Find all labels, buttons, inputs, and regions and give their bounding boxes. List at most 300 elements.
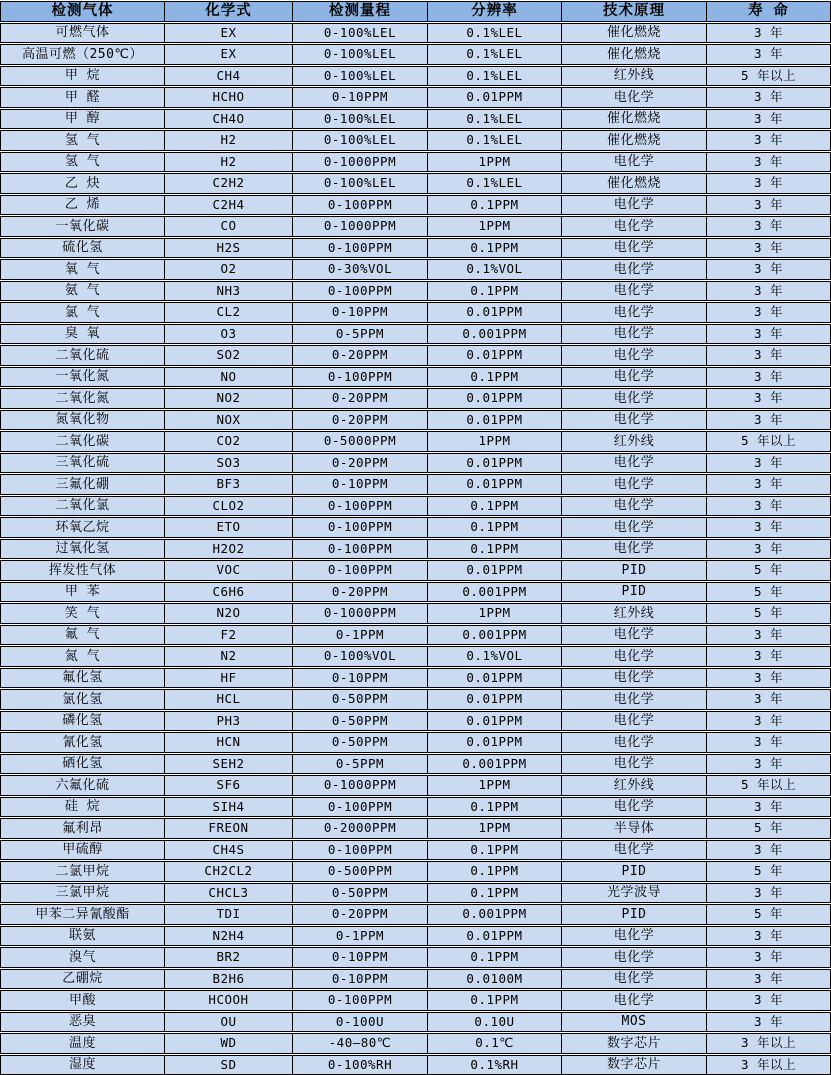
cell-detection-range: 0-2000PPM [293,819,428,838]
cell-technology: 电化学 [562,260,707,279]
table-row [0,474,831,495]
cell-gas-name: 温度 [1,1034,165,1053]
cell-detection-range: 0-100PPM [293,239,428,258]
cell-lifespan: 3 年 [753,540,784,556]
cell-resolution: 0.1PPM [428,991,562,1010]
table-row [0,152,831,173]
cell-lifespan: 3 年 [753,89,784,104]
cell-detection-range: 0-5000PPM [293,432,428,451]
cell-technology: 电化学 [562,411,707,430]
cell-lifespan: 3 年 [753,368,784,384]
cell-chemical-formula: NOX [165,411,293,430]
cell-chemical-formula: CH2CL2 [165,862,293,881]
cell-detection-range: 0-10PPM [293,669,428,688]
cell-gas-name: 二氧化氮 [1,389,165,408]
cell-chemical-formula: SF6 [165,776,293,795]
cell-gas-name: 环氧乙烷 [1,518,165,537]
cell-resolution: 1PPM [428,217,562,236]
cell-lifespan: 3 年 [753,712,784,728]
cell-resolution: 0.01PPM [428,411,562,430]
table-row [0,173,831,194]
cell-resolution: 0.01PPM [428,88,562,107]
cell-chemical-formula: CH4O [165,110,293,129]
cell-chemical-formula: TDI [165,905,293,924]
cell-chemical-formula: CH4S [165,841,293,860]
cell-gas-name: 磷化氢 [1,712,165,731]
cell-chemical-formula: H2O2 [165,540,293,559]
cell-lifespan: 3 年 [753,992,784,1007]
cell-resolution: 0.001PPM [428,626,562,645]
cell-technology: 电化学 [562,755,707,774]
cell-gas-name: 甲 醇 [1,110,165,129]
cell-chemical-formula: H2 [165,131,293,150]
cell-detection-range: -40—80℃ [293,1034,428,1053]
cell-technology: 催化燃烧 [562,174,707,193]
cell-gas-name: 氯 气 [1,303,165,322]
cell-resolution: 0.1PPM [428,841,562,860]
cell-lifespan: 5 年 [753,906,784,921]
cell-detection-range: 0-20PPM [293,905,428,924]
cell-gas-name: 溴气 [1,948,165,967]
header-cell-lifespan: 寿 命 [748,3,789,19]
cell-detection-range: 0-100PPM [293,991,428,1010]
cell-detection-range: 0-10PPM [293,948,428,967]
cell-resolution: 0.1PPM [428,196,562,215]
cell-gas-name: 氮 气 [1,647,165,666]
table-row [0,23,831,44]
cell-lifespan: 3 年 [753,626,784,642]
cell-technology: 光学波导 [562,884,707,903]
cell-chemical-formula: BR2 [165,948,293,967]
cell-resolution: 0.01PPM [428,712,562,731]
cell-lifespan: 3 年 [753,196,784,212]
cell-chemical-formula: BF3 [165,475,293,494]
cell-resolution: 0.10U [428,1013,562,1032]
cell-detection-range: 0-1000PPM [293,604,428,623]
table-row [0,689,831,710]
cell-gas-name: 乙硼烷 [1,970,165,989]
cell-gas-name: 氮氧化物 [1,411,165,430]
cell-chemical-formula: C2H2 [165,174,293,193]
cell-gas-name: 氯化氢 [1,690,165,709]
cell-chemical-formula: SEH2 [165,755,293,774]
cell-gas-name: 笑 气 [1,604,165,623]
cell-gas-name: 硒化氢 [1,755,165,774]
cell-technology: 半导体 [562,819,707,838]
cell-detection-range: 0-5PPM [293,755,428,774]
cell-technology: 电化学 [562,325,707,344]
cell-technology: 电化学 [562,712,707,731]
cell-detection-range: 0-100%LEL [293,24,428,43]
cell-chemical-formula: H2S [165,239,293,258]
table-row [0,281,831,302]
table-row [0,969,831,990]
table-row [0,431,831,452]
cell-lifespan: 3 年 [753,325,784,341]
cell-chemical-formula: NO [165,368,293,387]
cell-technology: 电化学 [562,798,707,817]
cell-resolution: 0.1PPM [428,884,562,903]
cell-technology: 电化学 [562,991,707,1010]
cell-gas-name: 乙 烯 [1,196,165,215]
cell-technology: 电化学 [562,540,707,559]
cell-resolution: 1PPM [428,432,562,451]
cell-resolution: 0.1%VOL [428,260,562,279]
cell-detection-range: 0-100%LEL [293,45,428,64]
cell-chemical-formula: PH3 [165,712,293,731]
cell-detection-range: 0-100%LEL [293,67,428,86]
cell-gas-name: 二氧化碳 [1,432,165,451]
cell-detection-range: 0-20PPM [293,346,428,365]
cell-gas-name: 甲 烷 [1,67,165,86]
cell-detection-range: 0-10PPM [293,475,428,494]
cell-chemical-formula: HCN [165,733,293,752]
cell-lifespan: 3 年 [753,927,784,943]
cell-resolution: 0.001PPM [428,583,562,602]
cell-gas-name: 三氟化硼 [1,475,165,494]
cell-detection-range: 0-100U [293,1013,428,1032]
cell-lifespan: 5 年以上 [740,433,797,448]
cell-technology: 电化学 [562,389,707,408]
cell-chemical-formula: SD [165,1056,293,1075]
table-row [0,517,831,538]
cell-gas-name: 三氧化硫 [1,454,165,473]
cell-chemical-formula: SIH4 [165,798,293,817]
cell-technology: 电化学 [562,196,707,215]
cell-technology: 电化学 [562,948,707,967]
table-row [0,1033,831,1054]
table-row [0,560,831,581]
cell-technology: 电化学 [562,239,707,258]
table-row [0,66,831,87]
cell-lifespan: 3 年 [753,347,784,362]
cell-resolution: 0.1PPM [428,239,562,258]
cell-detection-range: 0-100PPM [293,368,428,387]
cell-chemical-formula: VOC [165,561,293,580]
cell-lifespan: 3 年 [753,282,784,298]
cell-resolution: 0.01PPM [428,733,562,752]
table-row [0,367,831,388]
table-row [0,582,831,603]
cell-gas-name: 六氟化硫 [1,776,165,795]
cell-technology: 红外线 [562,604,707,623]
cell-gas-name: 氟 气 [1,626,165,645]
cell-detection-range: 0-100%LEL [293,174,428,193]
cell-detection-range: 0-500PPM [293,862,428,881]
table-row [0,668,831,689]
cell-chemical-formula: H2 [165,153,293,172]
cell-lifespan: 3 年 [753,239,784,255]
cell-technology: 电化学 [562,927,707,946]
cell-resolution: 1PPM [428,604,562,623]
cell-technology: 催化燃烧 [562,131,707,150]
cell-gas-name: 硅 烷 [1,798,165,817]
cell-chemical-formula: CHCL3 [165,884,293,903]
cell-chemical-formula: C6H6 [165,583,293,602]
cell-resolution: 0.1%VOL [428,647,562,666]
cell-detection-range: 0-10PPM [293,88,428,107]
cell-gas-name: 恶臭 [1,1013,165,1032]
cell-lifespan: 3 年 [753,970,784,986]
cell-gas-name: 联氨 [1,927,165,946]
cell-technology: 电化学 [562,690,707,709]
cell-technology: 电化学 [562,626,707,645]
cell-lifespan: 3 年 [753,261,784,276]
cell-technology: 催化燃烧 [562,24,707,43]
cell-resolution: 0.01PPM [428,669,562,688]
table-row [0,797,831,818]
cell-detection-range: 0-100PPM [293,561,428,580]
table-row [0,216,831,237]
cell-resolution: 0.1%LEL [428,110,562,129]
cell-gas-name: 臭 氧 [1,325,165,344]
cell-technology: 电化学 [562,153,707,172]
cell-chemical-formula: EX [165,45,293,64]
table-row [0,926,831,947]
table-row [0,539,831,560]
table-row [0,453,831,474]
cell-lifespan: 5 年以上 [740,777,797,792]
cell-resolution: 0.01PPM [428,927,562,946]
cell-technology: 红外线 [562,432,707,451]
cell-detection-range: 0-10PPM [293,970,428,989]
cell-detection-range: 0-100PPM [293,282,428,301]
cell-resolution: 0.1PPM [428,798,562,817]
cell-detection-range: 0-20PPM [293,583,428,602]
cell-chemical-formula: WD [165,1034,293,1053]
cell-chemical-formula: CLO2 [165,497,293,516]
cell-lifespan: 3 年 [753,734,784,749]
cell-chemical-formula: OU [165,1013,293,1032]
cell-chemical-formula: CO2 [165,432,293,451]
table-row [0,754,831,775]
cell-resolution: 1PPM [428,776,562,795]
cell-chemical-formula: O2 [165,260,293,279]
cell-resolution: 0.1PPM [428,862,562,881]
table-row [0,883,831,904]
table-row [0,1055,831,1075]
cell-detection-range: 0-10PPM [293,303,428,322]
cell-technology: 电化学 [562,733,707,752]
cell-detection-range: 0-1000PPM [293,217,428,236]
cell-gas-name: 湿度 [1,1056,165,1075]
cell-gas-name: 甲苯二异氰酸酯 [1,905,165,924]
cell-resolution: 0.1PPM [428,368,562,387]
cell-chemical-formula: F2 [165,626,293,645]
table-row [0,711,831,732]
table-row [0,861,831,882]
cell-chemical-formula: HCL [165,690,293,709]
table-row [0,603,831,624]
cell-gas-name: 乙 炔 [1,174,165,193]
header-cell-resolution: 分辨率 [428,2,562,21]
cell-lifespan: 3 年 [753,110,784,126]
cell-technology: PID [562,561,707,580]
cell-lifespan: 3 年 [753,755,784,771]
cell-chemical-formula: HCHO [165,88,293,107]
cell-detection-range: 0-1000PPM [293,776,428,795]
cell-resolution: 0.01PPM [428,690,562,709]
cell-chemical-formula: NH3 [165,282,293,301]
cell-detection-range: 0-30%VOL [293,260,428,279]
cell-resolution: 0.1PPM [428,518,562,537]
cell-gas-name: 氟化氢 [1,669,165,688]
cell-lifespan: 3 年 [753,884,784,900]
cell-lifespan: 3 年 [753,669,784,685]
cell-technology: 电化学 [562,217,707,236]
header-cell-detection-range: 检测量程 [293,2,428,21]
cell-chemical-formula: ETO [165,518,293,537]
table-row [0,302,831,323]
cell-detection-range: 0-50PPM [293,690,428,709]
table-row [0,818,831,839]
cell-technology: PID [562,583,707,602]
cell-resolution: 0.1%LEL [428,45,562,64]
cell-gas-name: 氟利昂 [1,819,165,838]
cell-technology: MOS [562,1013,707,1032]
cell-detection-range: 0-100PPM [293,196,428,215]
cell-gas-name: 三氯甲烷 [1,884,165,903]
cell-gas-name: 甲酸 [1,991,165,1010]
cell-resolution: 0.1PPM [428,497,562,516]
cell-technology: 电化学 [562,303,707,322]
cell-chemical-formula: EX [165,24,293,43]
table-row [0,44,831,65]
cell-chemical-formula: N2O [165,604,293,623]
cell-lifespan: 5 年 [753,863,784,878]
cell-technology: 数字芯片 [562,1056,707,1075]
table-row [0,625,831,646]
cell-lifespan: 3 年 [753,24,784,40]
cell-gas-name: 挥发性气体 [1,561,165,580]
cell-chemical-formula: CH4 [165,67,293,86]
cell-technology: 电化学 [562,454,707,473]
cell-gas-name: 过氧化氢 [1,540,165,559]
cell-detection-range: 0-50PPM [293,733,428,752]
cell-gas-name: 氢 气 [1,153,165,172]
table-row [0,259,831,280]
cell-resolution: 0.001PPM [428,755,562,774]
cell-chemical-formula: C2H4 [165,196,293,215]
cell-technology: 电化学 [562,346,707,365]
table-row [0,732,831,753]
cell-resolution: 0.1%LEL [428,24,562,43]
cell-gas-name: 氧 气 [1,260,165,279]
table-row [0,388,831,409]
cell-lifespan: 3 年 [753,519,784,534]
table-row [0,130,831,151]
table-row [0,109,831,130]
cell-technology: PID [562,862,707,881]
cell-chemical-formula: FREON [165,819,293,838]
cell-detection-range: 0-100%LEL [293,110,428,129]
cell-gas-name: 一氧化氮 [1,368,165,387]
cell-gas-name: 甲 苯 [1,583,165,602]
cell-resolution: 0.01PPM [428,346,562,365]
cell-resolution: 0.1PPM [428,948,562,967]
cell-gas-name: 甲硫醇 [1,841,165,860]
cell-detection-range: 0-1000PPM [293,153,428,172]
cell-resolution: 1PPM [428,819,562,838]
cell-lifespan: 3 年以上 [740,1035,797,1050]
table-row [0,195,831,216]
cell-technology: 数字芯片 [562,1034,707,1053]
table-header-row [0,1,831,22]
cell-lifespan: 3 年以上 [740,1056,797,1072]
cell-detection-range: 0-100PPM [293,518,428,537]
cell-technology: PID [562,905,707,924]
cell-gas-name: 二氧化硫 [1,346,165,365]
cell-chemical-formula: CO [165,217,293,236]
header-cell-chemical-formula: 化学式 [165,2,293,21]
cell-gas-name: 一氧化碳 [1,217,165,236]
table-row [0,324,831,345]
cell-detection-range: 0-100%LEL [293,131,428,150]
cell-detection-range: 0-20PPM [293,389,428,408]
cell-detection-range: 0-100PPM [293,540,428,559]
table-row [0,840,831,861]
cell-resolution: 0.01PPM [428,475,562,494]
cell-gas-name: 氰化氢 [1,733,165,752]
cell-resolution: 0.01PPM [428,303,562,322]
cell-technology: 催化燃烧 [562,110,707,129]
cell-technology: 红外线 [562,776,707,795]
cell-chemical-formula: O3 [165,325,293,344]
table-row [0,990,831,1011]
cell-chemical-formula: N2H4 [165,927,293,946]
cell-lifespan: 3 年 [753,798,784,814]
cell-detection-range: 0-50PPM [293,884,428,903]
cell-resolution: 0.01PPM [428,389,562,408]
cell-detection-range: 0-50PPM [293,712,428,731]
cell-resolution: 0.01PPM [428,561,562,580]
table-row [0,87,831,108]
cell-detection-range: 0-5PPM [293,325,428,344]
cell-lifespan: 3 年 [753,304,784,319]
cell-lifespan: 3 年 [753,1013,784,1029]
cell-lifespan: 5 年 [753,605,784,620]
cell-lifespan: 3 年 [753,218,784,233]
table-body [0,23,831,1075]
cell-chemical-formula: NO2 [165,389,293,408]
cell-chemical-formula: HCOOH [165,991,293,1010]
cell-gas-name: 氢 气 [1,131,165,150]
cell-resolution: 0.0100M [428,970,562,989]
cell-lifespan: 3 年 [753,476,784,491]
cell-chemical-formula: HF [165,669,293,688]
cell-chemical-formula: SO3 [165,454,293,473]
cell-chemical-formula: B2H6 [165,970,293,989]
cell-gas-name: 可燃气体 [1,24,165,43]
cell-resolution: 0.1PPM [428,282,562,301]
cell-lifespan: 3 年 [753,497,784,513]
cell-resolution: 0.1%LEL [428,174,562,193]
cell-technology: 电化学 [562,475,707,494]
cell-chemical-formula: SO2 [165,346,293,365]
cell-technology: 电化学 [562,669,707,688]
cell-gas-name: 氨 气 [1,282,165,301]
table-row [0,496,831,517]
cell-chemical-formula: CL2 [165,303,293,322]
cell-lifespan: 3 年 [753,691,784,706]
table-row [0,646,831,667]
cell-technology: 电化学 [562,368,707,387]
table-row [0,1012,831,1033]
cell-gas-name: 二氯甲烷 [1,862,165,881]
cell-lifespan: 3 年 [753,153,784,169]
cell-resolution: 0.001PPM [428,905,562,924]
cell-technology: 电化学 [562,647,707,666]
